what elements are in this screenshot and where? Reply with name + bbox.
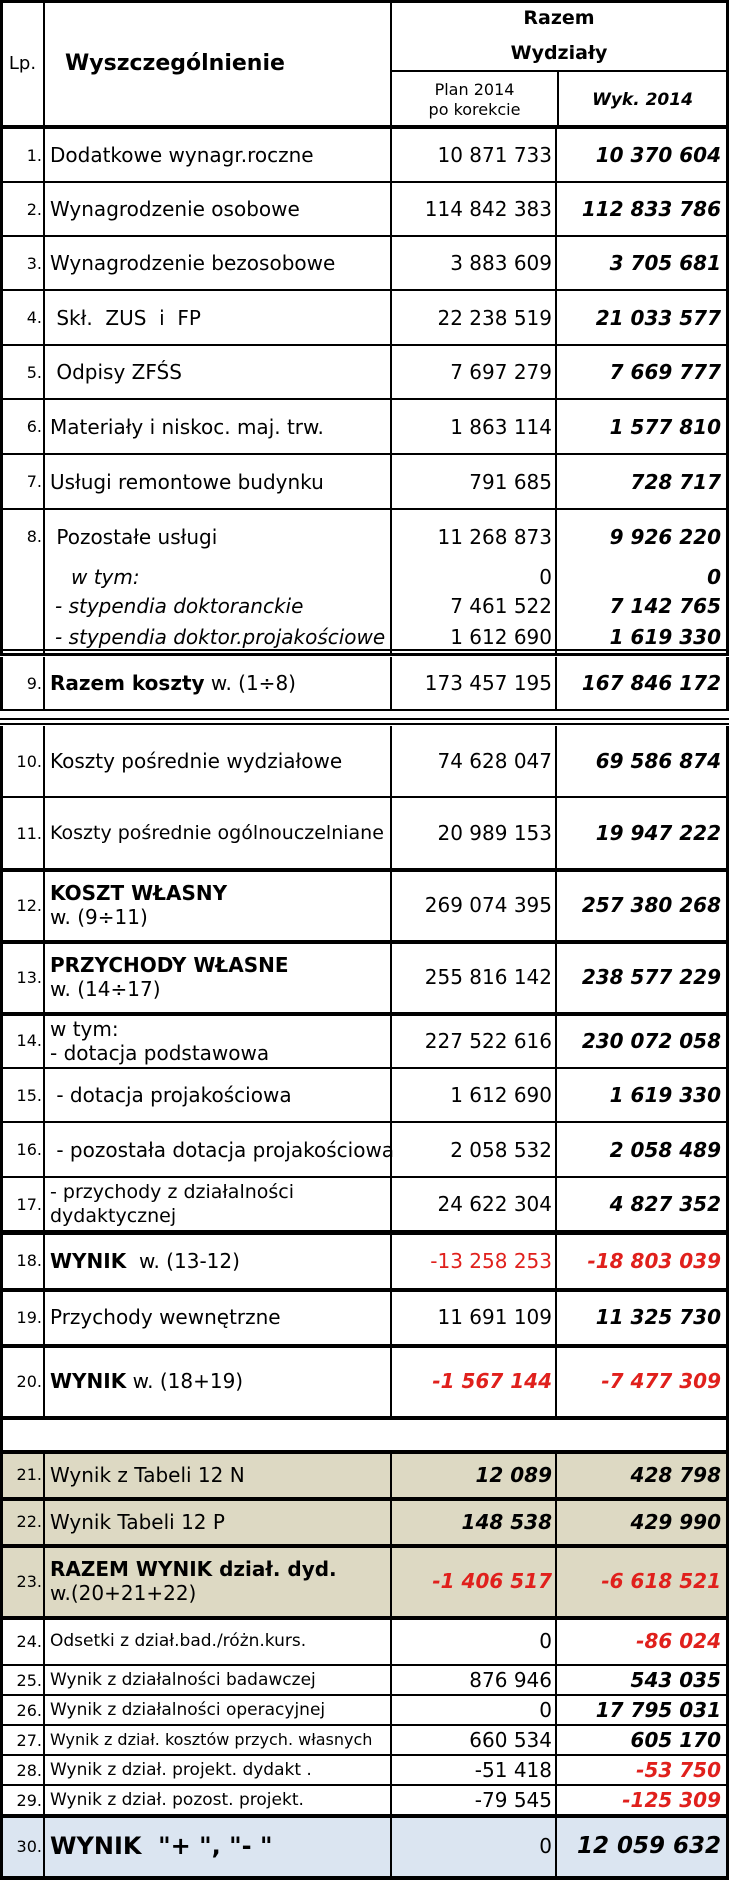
row-label [45, 1014, 392, 1067]
subrow-plan-value: 7 461 522 [450, 594, 552, 618]
header-plan-line1: Plan 2014 [434, 79, 515, 99]
table-row [0, 183, 729, 235]
wyk-value: 3 705 681 [609, 251, 721, 275]
header-plan-line2: po korekcie [428, 99, 521, 119]
row-label [45, 1346, 392, 1416]
row-label: - dotacja projakościowa [50, 1083, 292, 1107]
row-number: 30. [16, 1836, 42, 1856]
row-label: Wynik z działalności badawczej [50, 1670, 316, 1690]
row-number: 7. [26, 472, 42, 491]
row-number: 2. [26, 199, 42, 219]
wyk-value: 728 717 [630, 469, 721, 494]
table-row [0, 237, 729, 289]
wyk-value: 167 846 172 [581, 671, 721, 695]
row-label-bold: WYNIK [50, 1369, 127, 1393]
row-label [45, 1546, 392, 1616]
table-row [0, 1123, 729, 1176]
table-subrow [0, 563, 729, 591]
wyk-value: -7 477 309 [601, 1369, 721, 1393]
plan-value: 74 628 047 [437, 749, 552, 773]
row-number: 20. [16, 1371, 42, 1391]
subrow-wyk-value: 7 142 765 [609, 594, 721, 618]
row-label [45, 1233, 392, 1288]
table-row [0, 1290, 729, 1344]
wyk-value: -86 024 [636, 1629, 721, 1653]
table-row [0, 1756, 729, 1784]
row-number: 14. [16, 1031, 42, 1050]
table-row [0, 1726, 729, 1754]
row-label: Skł. ZUS i FP [50, 305, 201, 330]
row-label [45, 657, 392, 709]
row-label: Koszty pośrednie ogólnouczelniane [50, 822, 384, 844]
wyk-value: 1 577 810 [609, 414, 721, 439]
row-label-line1: w tym: [50, 1016, 119, 1041]
row-number: 18. [16, 1251, 42, 1270]
row-label [45, 1178, 392, 1230]
plan-value: 1 863 114 [450, 414, 552, 439]
wyk-value: 7 669 777 [609, 360, 721, 384]
row-label: Wynagrodzenie bezosobowe [50, 251, 336, 275]
plan-value: 0 [539, 1629, 552, 1653]
row-number: 10. [16, 751, 42, 771]
row-label: Usługi remontowe budynku [50, 469, 324, 494]
wyk-value: 9 926 220 [609, 524, 721, 549]
wyk-value: 2 058 489 [609, 1137, 721, 1162]
row-label: Pozostałe usługi [50, 524, 218, 549]
row-label-rest: w. (13-12) [126, 1248, 240, 1273]
row-label-rest: w. (18+19) [126, 1369, 244, 1393]
row-label: Wynik z Tabeli 12 N [50, 1462, 245, 1487]
plan-value: 876 946 [469, 1668, 552, 1692]
table-row [0, 1696, 729, 1724]
row-number: 9. [26, 673, 42, 693]
row-number: 21. [16, 1465, 42, 1484]
plan-value: 11 691 109 [437, 1305, 552, 1329]
row-number: 25. [16, 1670, 42, 1690]
row-label: Wynik Tabeli 12 P [50, 1509, 225, 1534]
wyk-value: 21 033 577 [595, 305, 721, 330]
table-row [0, 346, 729, 398]
row-label: Koszty pośrednie wydziałowe [50, 749, 343, 773]
row-label: Odsetki z dział.bad./różn.kurs. [50, 1631, 307, 1651]
plan-value: -1 567 144 [432, 1369, 552, 1393]
row-number: 15. [16, 1085, 42, 1105]
plan-value: 0 [539, 1698, 552, 1722]
subrow-label: - stypendia doktor.projakościowe [55, 625, 386, 649]
row-number: 16. [16, 1140, 42, 1159]
header-group-line2: Wydziały [510, 42, 608, 64]
wyk-value: 1 619 330 [609, 1083, 721, 1107]
plan-value: -1 406 517 [432, 1569, 552, 1593]
table-header [0, 0, 729, 127]
wyk-value: -125 309 [622, 1788, 721, 1812]
row-label-line1: KOSZT WŁASNY [50, 881, 228, 905]
plan-value: 22 238 519 [437, 305, 552, 330]
plan-value: 20 989 153 [437, 821, 552, 845]
wyk-value: 4 827 352 [609, 1192, 721, 1216]
header-wyk: Wyk. 2014 [592, 89, 693, 110]
wyk-value: -6 618 521 [601, 1569, 721, 1593]
table-row [0, 400, 729, 453]
wyk-value: 428 798 [630, 1462, 721, 1487]
row-label-bold: Razem koszty [50, 671, 205, 695]
table-row [0, 1452, 729, 1497]
row-label: Wynik z dział. projekt. dydakt . [50, 1760, 312, 1780]
plan-value: 3 883 609 [450, 251, 552, 275]
wyk-value: 10 370 604 [595, 143, 721, 167]
table-row [0, 1816, 729, 1876]
table-subrow [0, 591, 729, 621]
row-number: 8. [26, 527, 42, 546]
row-label: Materiały i niskoc. maj. trw. [50, 414, 324, 439]
wyk-value: 257 380 268 [581, 893, 721, 917]
table-row [0, 1786, 729, 1814]
row-label-line2: dydaktycznej [50, 1205, 177, 1227]
wyk-value: 12 059 632 [576, 1833, 721, 1859]
wyk-value: 11 325 730 [595, 1305, 721, 1329]
table-row [0, 798, 729, 868]
wyk-value: -53 750 [636, 1758, 721, 1782]
row-number: 22. [16, 1512, 42, 1531]
row-number: 12. [16, 895, 42, 915]
row-number: 28. [16, 1760, 42, 1780]
plan-value: -51 418 [474, 1758, 552, 1782]
header-group-line1: Razem [523, 7, 595, 29]
table-row [0, 1069, 729, 1121]
row-label-bold: WYNIK [50, 1248, 127, 1273]
table-row [0, 1499, 729, 1544]
row-label-line2: w. (14÷17) [50, 977, 161, 1001]
plan-value: 2 058 532 [450, 1137, 552, 1162]
table-row [0, 1666, 729, 1694]
wyk-value: 69 586 874 [595, 749, 721, 773]
row-number: 26. [16, 1700, 42, 1720]
row-label: - pozostała dotacja projakościowa [50, 1137, 395, 1162]
subrow-label: w tym: [71, 565, 140, 589]
row-number: 24. [16, 1631, 42, 1651]
table-row [0, 657, 729, 709]
table-row [0, 129, 729, 181]
wyk-value: 605 170 [630, 1728, 721, 1752]
plan-value: 227 522 616 [424, 1028, 552, 1053]
row-number: 3. [26, 253, 42, 273]
plan-value: 660 534 [469, 1728, 552, 1752]
row-label: Wynik z dział. pozost. projekt. [50, 1790, 304, 1810]
header-lp: Lp. [8, 53, 37, 74]
row-label-line2: - dotacja podstawowa [50, 1040, 270, 1065]
table-row [0, 1233, 729, 1288]
row-label [45, 942, 392, 1012]
plan-value: 1 612 690 [450, 1083, 552, 1107]
row-number: 13. [16, 967, 42, 987]
wyk-value: 112 833 786 [581, 197, 721, 221]
row-label-line2: w.(20+21+22) [50, 1581, 197, 1605]
table-row [0, 942, 729, 1012]
plan-value: 173 457 195 [424, 671, 552, 695]
wyk-value: 230 072 058 [581, 1028, 721, 1053]
row-label: Odpisy ZFŚS [50, 360, 182, 384]
wyk-value: 17 795 031 [595, 1698, 721, 1722]
row-label: Wynagrodzenie osobowe [50, 197, 300, 221]
table-row [0, 1178, 729, 1230]
row-number: 11. [16, 823, 42, 843]
plan-value: 10 871 733 [437, 143, 552, 167]
plan-value: 255 816 142 [424, 965, 552, 989]
plan-value: 12 089 [475, 1462, 552, 1487]
wyk-value: 543 035 [630, 1668, 721, 1692]
table-row [0, 1546, 729, 1616]
row-number: 27. [16, 1730, 42, 1750]
subrow-label: - stypendia doktoranckie [55, 594, 304, 618]
row-label-rest: w. (1÷8) [204, 671, 296, 695]
row-label-line1: - przychody z działalności [50, 1181, 295, 1203]
row-number: 6. [26, 417, 42, 436]
plan-value: 11 268 873 [437, 524, 552, 549]
row-label: Wynik z działalności operacyjnej [50, 1700, 326, 1720]
plan-value: 0 [539, 1834, 552, 1858]
row-number: 19. [16, 1307, 42, 1327]
table-row [0, 455, 729, 508]
row-label: Wynik z dział. kosztów przych. własnych [50, 1730, 373, 1749]
row-number: 1. [26, 145, 42, 165]
row-number: 17. [16, 1194, 42, 1214]
header-plan [392, 72, 557, 127]
row-label-line1: PRZYCHODY WŁASNE [50, 953, 289, 977]
wyk-value: 238 577 229 [581, 965, 721, 989]
row-label [45, 870, 392, 940]
subrow-wyk-value: 1 619 330 [609, 625, 721, 649]
wyk-value: 429 990 [630, 1509, 721, 1534]
plan-value: 269 074 395 [424, 893, 552, 917]
plan-value: 7 697 279 [450, 360, 552, 384]
row-number: 29. [16, 1790, 42, 1810]
table-row [0, 726, 729, 796]
row-number: 5. [26, 362, 42, 382]
table-row [0, 510, 729, 563]
plan-value: 148 538 [461, 1509, 552, 1534]
row-label-line2: w. (9÷11) [50, 905, 148, 929]
table-row [0, 291, 729, 344]
plan-value: 791 685 [469, 469, 552, 494]
header-name: Wyszczególnienie [65, 51, 285, 76]
subrow-plan-value: 0 [539, 565, 552, 589]
subrow-wyk-value: 0 [707, 565, 721, 589]
wyk-value: -18 803 039 [587, 1248, 721, 1273]
plan-value: -13 258 253 [430, 1248, 552, 1273]
table-row [0, 1346, 729, 1416]
plan-value: 24 622 304 [437, 1192, 552, 1216]
row-number: 4. [26, 308, 42, 327]
wyk-value: 19 947 222 [595, 821, 721, 845]
table-row [0, 870, 729, 940]
row-label: Przychody wewnętrzne [50, 1305, 281, 1329]
table-row [0, 1014, 729, 1067]
row-number: 23. [16, 1571, 42, 1591]
row-label: WYNIK "+ ", "- " [50, 1832, 273, 1860]
table-row [0, 1618, 729, 1664]
plan-value: 114 842 383 [424, 197, 552, 221]
section-gap [0, 1420, 729, 1450]
row-label: Dodatkowe wynagr.roczne [50, 143, 314, 167]
plan-value: -79 545 [474, 1788, 552, 1812]
subrow-plan-value: 1 612 690 [450, 625, 552, 649]
row-label-line1: RAZEM WYNIK dział. dyd. [50, 1557, 337, 1581]
